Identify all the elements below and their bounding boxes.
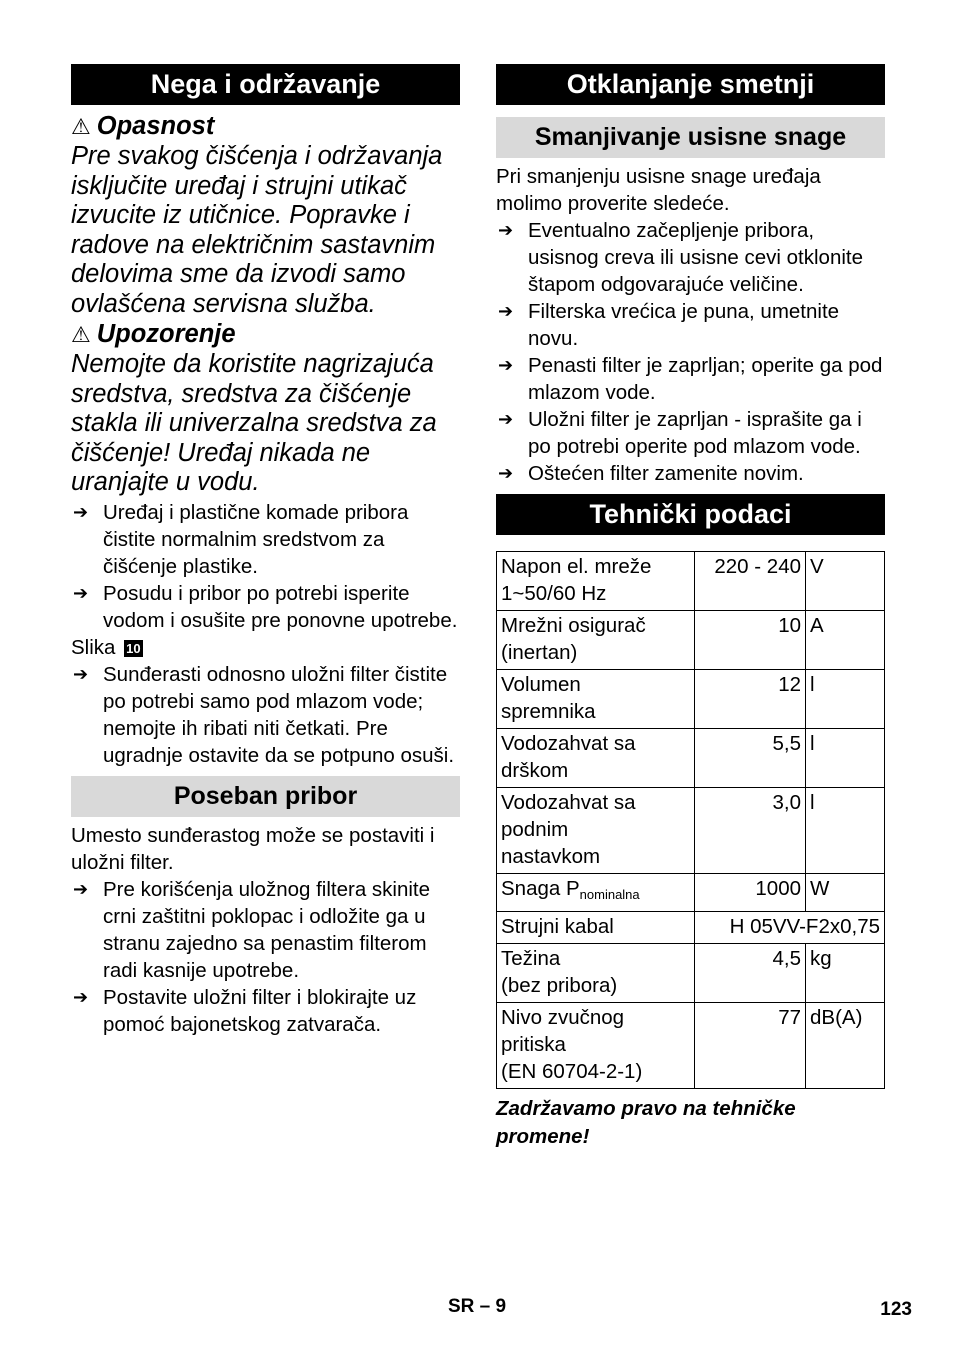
list-item: ➔ Oštećen filter zamenite novim. <box>498 462 804 485</box>
right-column <box>496 64 885 1151</box>
list-item: ➔ Pre korišćenja uložnog filtera skinite crni zaštitni poklopac i odložite ga u stranu zajedno sa penastim filterom radi kasnije upotrebe. <box>73 877 431 982</box>
table-cell-unit: A <box>806 611 885 670</box>
table-cell-value: 10 <box>695 611 806 670</box>
troubleshooting-steps <box>496 217 885 487</box>
section-title-maintenance: Nega i održavanje <box>71 64 460 105</box>
table-cell-label: Nivo zvučnog pritiska (EN 60704-2-1) <box>497 1003 695 1089</box>
table-cell-label: Mrežni osigurač (inertan) <box>497 611 695 670</box>
maintenance-steps <box>71 499 460 634</box>
table-cell-value: 4,5 <box>695 944 806 1003</box>
list-item: ➔ Sunđerasti odnosno uložni filter čistite po potrebi samo pod mlazom vode; nemojte ih ribati niti četkati. Pre ugradnje ostavite da se potpuno osuši. <box>73 662 455 767</box>
list-item: ➔ Posudu i pribor po potrebi isperite vodom i osušite pre ponovne upotrebe. <box>73 581 458 632</box>
arrow-right-icon: ➔ <box>73 582 89 603</box>
table-row <box>497 874 885 912</box>
section-title-technical-data: Tehnički podaci <box>496 494 885 535</box>
subsection-title-suction: Smanjivanje usisne snage <box>496 117 885 158</box>
figure-reference: Slika 10 <box>71 635 141 659</box>
arrow-right-icon: ➔ <box>73 501 89 522</box>
table-row <box>497 552 885 611</box>
warning-triangle-icon: ⚠ <box>71 322 91 347</box>
table-cell-value: 3,0 <box>695 788 806 874</box>
accessory-text: Umesto sunđerastog može se postaviti i uložni filter. <box>71 823 435 874</box>
list-item: ➔ Uređaj i plastične komade pribora čistite normalnim sredstvom za čišćenje plastike. <box>73 500 409 578</box>
table-row <box>497 670 885 729</box>
table-cell-label: Volumen spremnika <box>497 670 695 729</box>
suction-intro: Pri smanjenju usisne snage uređaja molimo proverite sledeće. <box>496 165 821 215</box>
table-row <box>497 788 885 874</box>
table-cell-unit: W <box>806 874 885 912</box>
accessory-steps <box>71 876 460 1038</box>
caution-title: Upozorenje <box>96 320 236 348</box>
footer-language-page: SR – 9 <box>448 1296 507 1317</box>
figure-number-badge: 10 <box>126 640 141 656</box>
arrow-right-icon: ➔ <box>498 301 514 321</box>
left-column <box>71 64 460 1038</box>
table-cell-value: 1000 <box>695 874 806 912</box>
arrow-right-icon: ➔ <box>498 409 514 429</box>
table-cell-label: Vodozahvat sa drškom <box>497 729 695 788</box>
technical-data-table <box>496 551 885 1089</box>
filter-cleaning-steps <box>71 661 460 769</box>
caution-block <box>71 319 460 498</box>
table-row <box>497 944 885 1003</box>
footer-page-number: 123 <box>880 1299 912 1320</box>
table-cell-unit: dB(A) <box>806 1003 885 1089</box>
list-item: ➔ Eventualno začepljenje pribora, usisnog creva ili usisne cevi otklonite štapom odgovarajuće veličine. <box>498 219 863 296</box>
table-cell-value: 220 - 240 <box>695 552 806 611</box>
table-cell-label: Snaga $P_{nominalna}$ <box>497 874 695 912</box>
table-cell-label: Strujni kabal <box>497 912 695 944</box>
arrow-right-icon: ➔ <box>498 463 514 483</box>
warning-triangle-icon: ⚠ <box>71 114 91 139</box>
section-title-troubleshooting: Otklanjanje smetnji <box>496 64 885 105</box>
table-row <box>497 611 885 670</box>
table-cell-unit: l <box>806 788 885 874</box>
table-cell-unit: l <box>806 729 885 788</box>
arrow-right-icon: ➔ <box>73 986 89 1007</box>
table-cell-unit: kg <box>806 944 885 1003</box>
table-cell-label: Napon el. mreže 1~50/60 Hz <box>497 552 695 611</box>
list-item: ➔ Uložni filter je zaprljan - isprašite ga i po potrebi operite pod mlazom vode. <box>498 408 862 458</box>
caution-text: Nemojte da koristite nagrizajuća sredstva, sredstva za čišćenje stakla ili univerzalna sredstva za čišćenje! Uređaj nikada ne uranjajte u vodu. <box>71 350 437 496</box>
list-item: ➔ Postavite uložni filter i blokirajte uz pomoć bajonetskog zatvarača. <box>73 985 417 1036</box>
arrow-right-icon: ➔ <box>73 663 89 684</box>
danger-text: Pre svakog čišćenja i održavanja isključite uređaj i strujni utikač izvucite iz utičnice. Popravke i radove na električnim sastavnim delovima sme da izvodi samo ovlašćena servisna služba. <box>71 142 443 318</box>
table-cell-unit: l <box>806 670 885 729</box>
section-title-accessories: Poseban pribor <box>71 776 460 817</box>
caution-heading <box>71 319 460 350</box>
arrow-right-icon: ➔ <box>498 220 514 240</box>
table-cell-label: Težina (bez pribora) <box>497 944 695 1003</box>
arrow-right-icon: ➔ <box>498 355 514 375</box>
technical-changes-note: Zadržavamo pravo na tehničke promene! <box>496 1097 796 1148</box>
list-item: ➔ Filterska vrećica je puna, umetnite novu. <box>498 300 840 350</box>
danger-title: Opasnost <box>96 112 215 140</box>
list-item: ➔ Penasti filter je zaprljan; operite ga pod mlazom vode. <box>498 354 883 404</box>
table-cell-value: 77 <box>695 1003 806 1089</box>
danger-heading <box>71 111 460 142</box>
table-cell-label: Vodozahvat sa podnim nastavkom <box>497 788 695 874</box>
table-cell-value: H 05VV-F2x0,75 <box>695 912 885 944</box>
table-cell-unit: V <box>806 552 885 611</box>
table-cell-value: 5,5 <box>695 729 806 788</box>
table-row <box>497 729 885 788</box>
table-row <box>497 912 885 944</box>
arrow-right-icon: ➔ <box>73 878 89 899</box>
table-cell-value: 12 <box>695 670 806 729</box>
table-row <box>497 1003 885 1089</box>
danger-block <box>71 111 460 319</box>
